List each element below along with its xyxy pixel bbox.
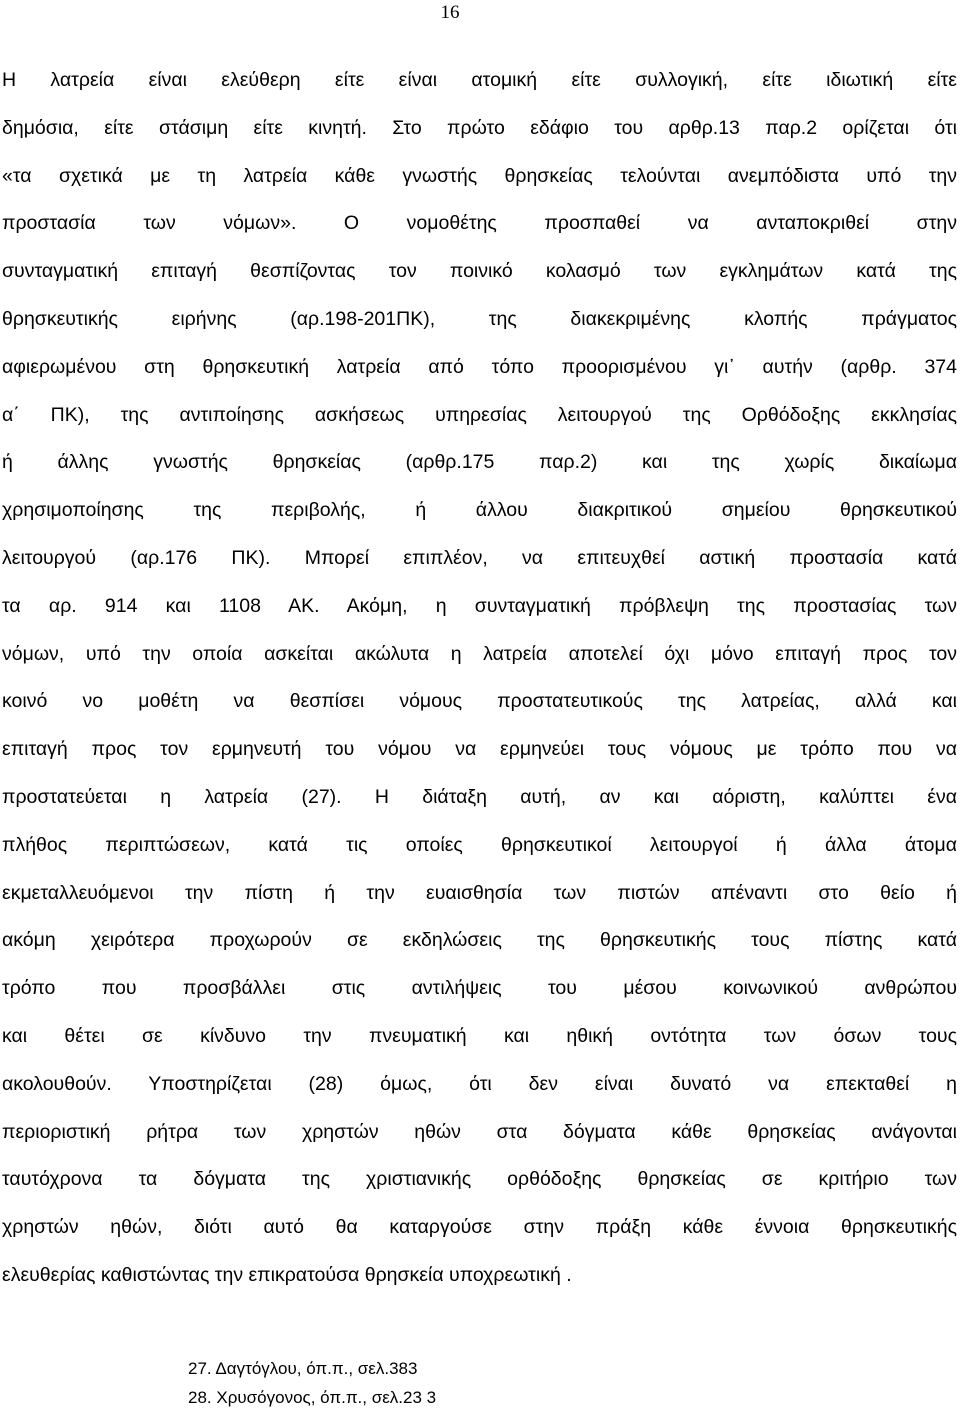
text-line: τρόπο που προσβάλλει στις αντιλήψεις του μέσου κοινωνικού ανθρώπου (2, 977, 957, 1000)
body-paragraph (0, 57, 960, 1300)
text-line: νόμων, υπό την οποία ασκείται ακώλυτα η λατρεία αποτελεί όχι μόνο επιταγή προς τον (2, 642, 957, 665)
text-line: περιοριστική ρήτρα των χρηστών ηθών στα δόγματα κάθε θρησκείας ανάγονται (2, 1120, 957, 1143)
text-line: επιταγή προς τον ερμηνευτή του νόμου να ερμηνεύει τους νόμους με τρόπο που να (2, 738, 957, 761)
text-line: Η λατρεία είναι ελεύθερη είτε είναι ατομική είτε συλλογική, είτε ιδιωτική είτε (2, 69, 957, 91)
text-line: ακόμη χειρότερα προχωρούν σε εκδηλώσεις της θρησκευτικής τους πίστης κατά (2, 929, 957, 952)
text-line: εκμεταλλευόμενοι την πίστη ή την ευαισθησία των πιστών απέναντι στο θείο ή (2, 881, 957, 904)
footnote-27: 27. Δαγτόγλου, όπ.π., σελ.383 (188, 1359, 418, 1378)
text-line: τα αρ. 914 και 1108 ΑΚ. Ακόμη, η συνταγματική πρόβλεψη της προστασίας των (2, 594, 957, 617)
page-number: 16 (440, 2, 460, 23)
text-line: προστατεύεται η λατρεία (27). Η διάταξη αυτή, αν και αόριστη, καλύπτει ένα (2, 785, 957, 808)
text-line: θρησκευτικής ειρήνης (αρ.198-201ΠΚ), της διακεκριμένης κλοπής πράγματος (2, 307, 957, 330)
text-line: χρηστών ηθών, διότι αυτό θα καταργούσε στην πράξη κάθε έννοια θρησκευτικής (2, 1216, 957, 1239)
text-line: ελευθερίας καθιστώντας την επικρατούσα θρησκεία υποχρεωτική . (2, 1263, 572, 1286)
text-line: ή άλλης γνωστής θρησκείας (αρθρ.175 παρ.2) και της χωρίς δικαίωμα (2, 451, 957, 474)
text-line: αφιερωμένου στη θρησκευτική λατρεία από τόπο προορισμένου γι᾽ αυτήν (αρθρ. 374 (2, 355, 957, 378)
text-line: συνταγματική επιταγή θεσπίζοντας τον ποινικό κολασμό των εγκλημάτων κατά της (2, 260, 957, 283)
text-line: προστασία των νόμων». Ο νομοθέτης προσπαθεί να ανταποκριθεί στην (2, 212, 957, 235)
text-line: α΄ ΠΚ), της αντιποίησης ασκήσεως υπηρεσίας λειτουργού της Ορθόδοξης εκκλησίας (2, 403, 957, 426)
text-line: πλήθος περιπτώσεων, κατά τις οποίες θρησκευτικοί λειτουργοί ή άλλα άτομα (2, 833, 957, 856)
footnote-28: 28. Χρυσόγονος, όπ.π., σελ.23 3 (188, 1388, 437, 1407)
text-line: χρησιμοποίησης της περιβολής, ή άλλου διακριτικού σημείου θρησκευτικού (2, 499, 957, 522)
text-line: δημόσια, είτε στάσιμη είτε κινητή. Στο πρώτο εδάφιο του αρθρ.13 παρ.2 ορίζεται ότι (2, 116, 957, 139)
text-line: ταυτόχρονα τα δόγματα της χριστιανικής ορθόδοξης θρησκείας σε κριτήριο των (2, 1168, 957, 1191)
text-line: κοινό νο μοθέτη να θεσπίσει νόμους προστατευτικούς της λατρείας, αλλά και (2, 690, 957, 713)
footnotes (188, 1354, 436, 1412)
text-line: λειτουργού (αρ.176 ΠΚ). Μπορεί επιπλέον, να επιτευχθεί αστική προστασία κατά (2, 546, 957, 569)
text-line: και θέτει σε κίνδυνο την πνευματική και ηθική οντότητα των όσων τους (2, 1024, 957, 1047)
text-line: «τα σχετικά με τη λατρεία κάθε γνωστής θρησκείας τελούνται ανεμπόδιστα υπό την (2, 164, 957, 187)
text-line: ακολουθούν. Υποστηρίζεται (28) όμως, ότι δεν είναι δυνατό να επεκταθεί η (2, 1072, 957, 1095)
